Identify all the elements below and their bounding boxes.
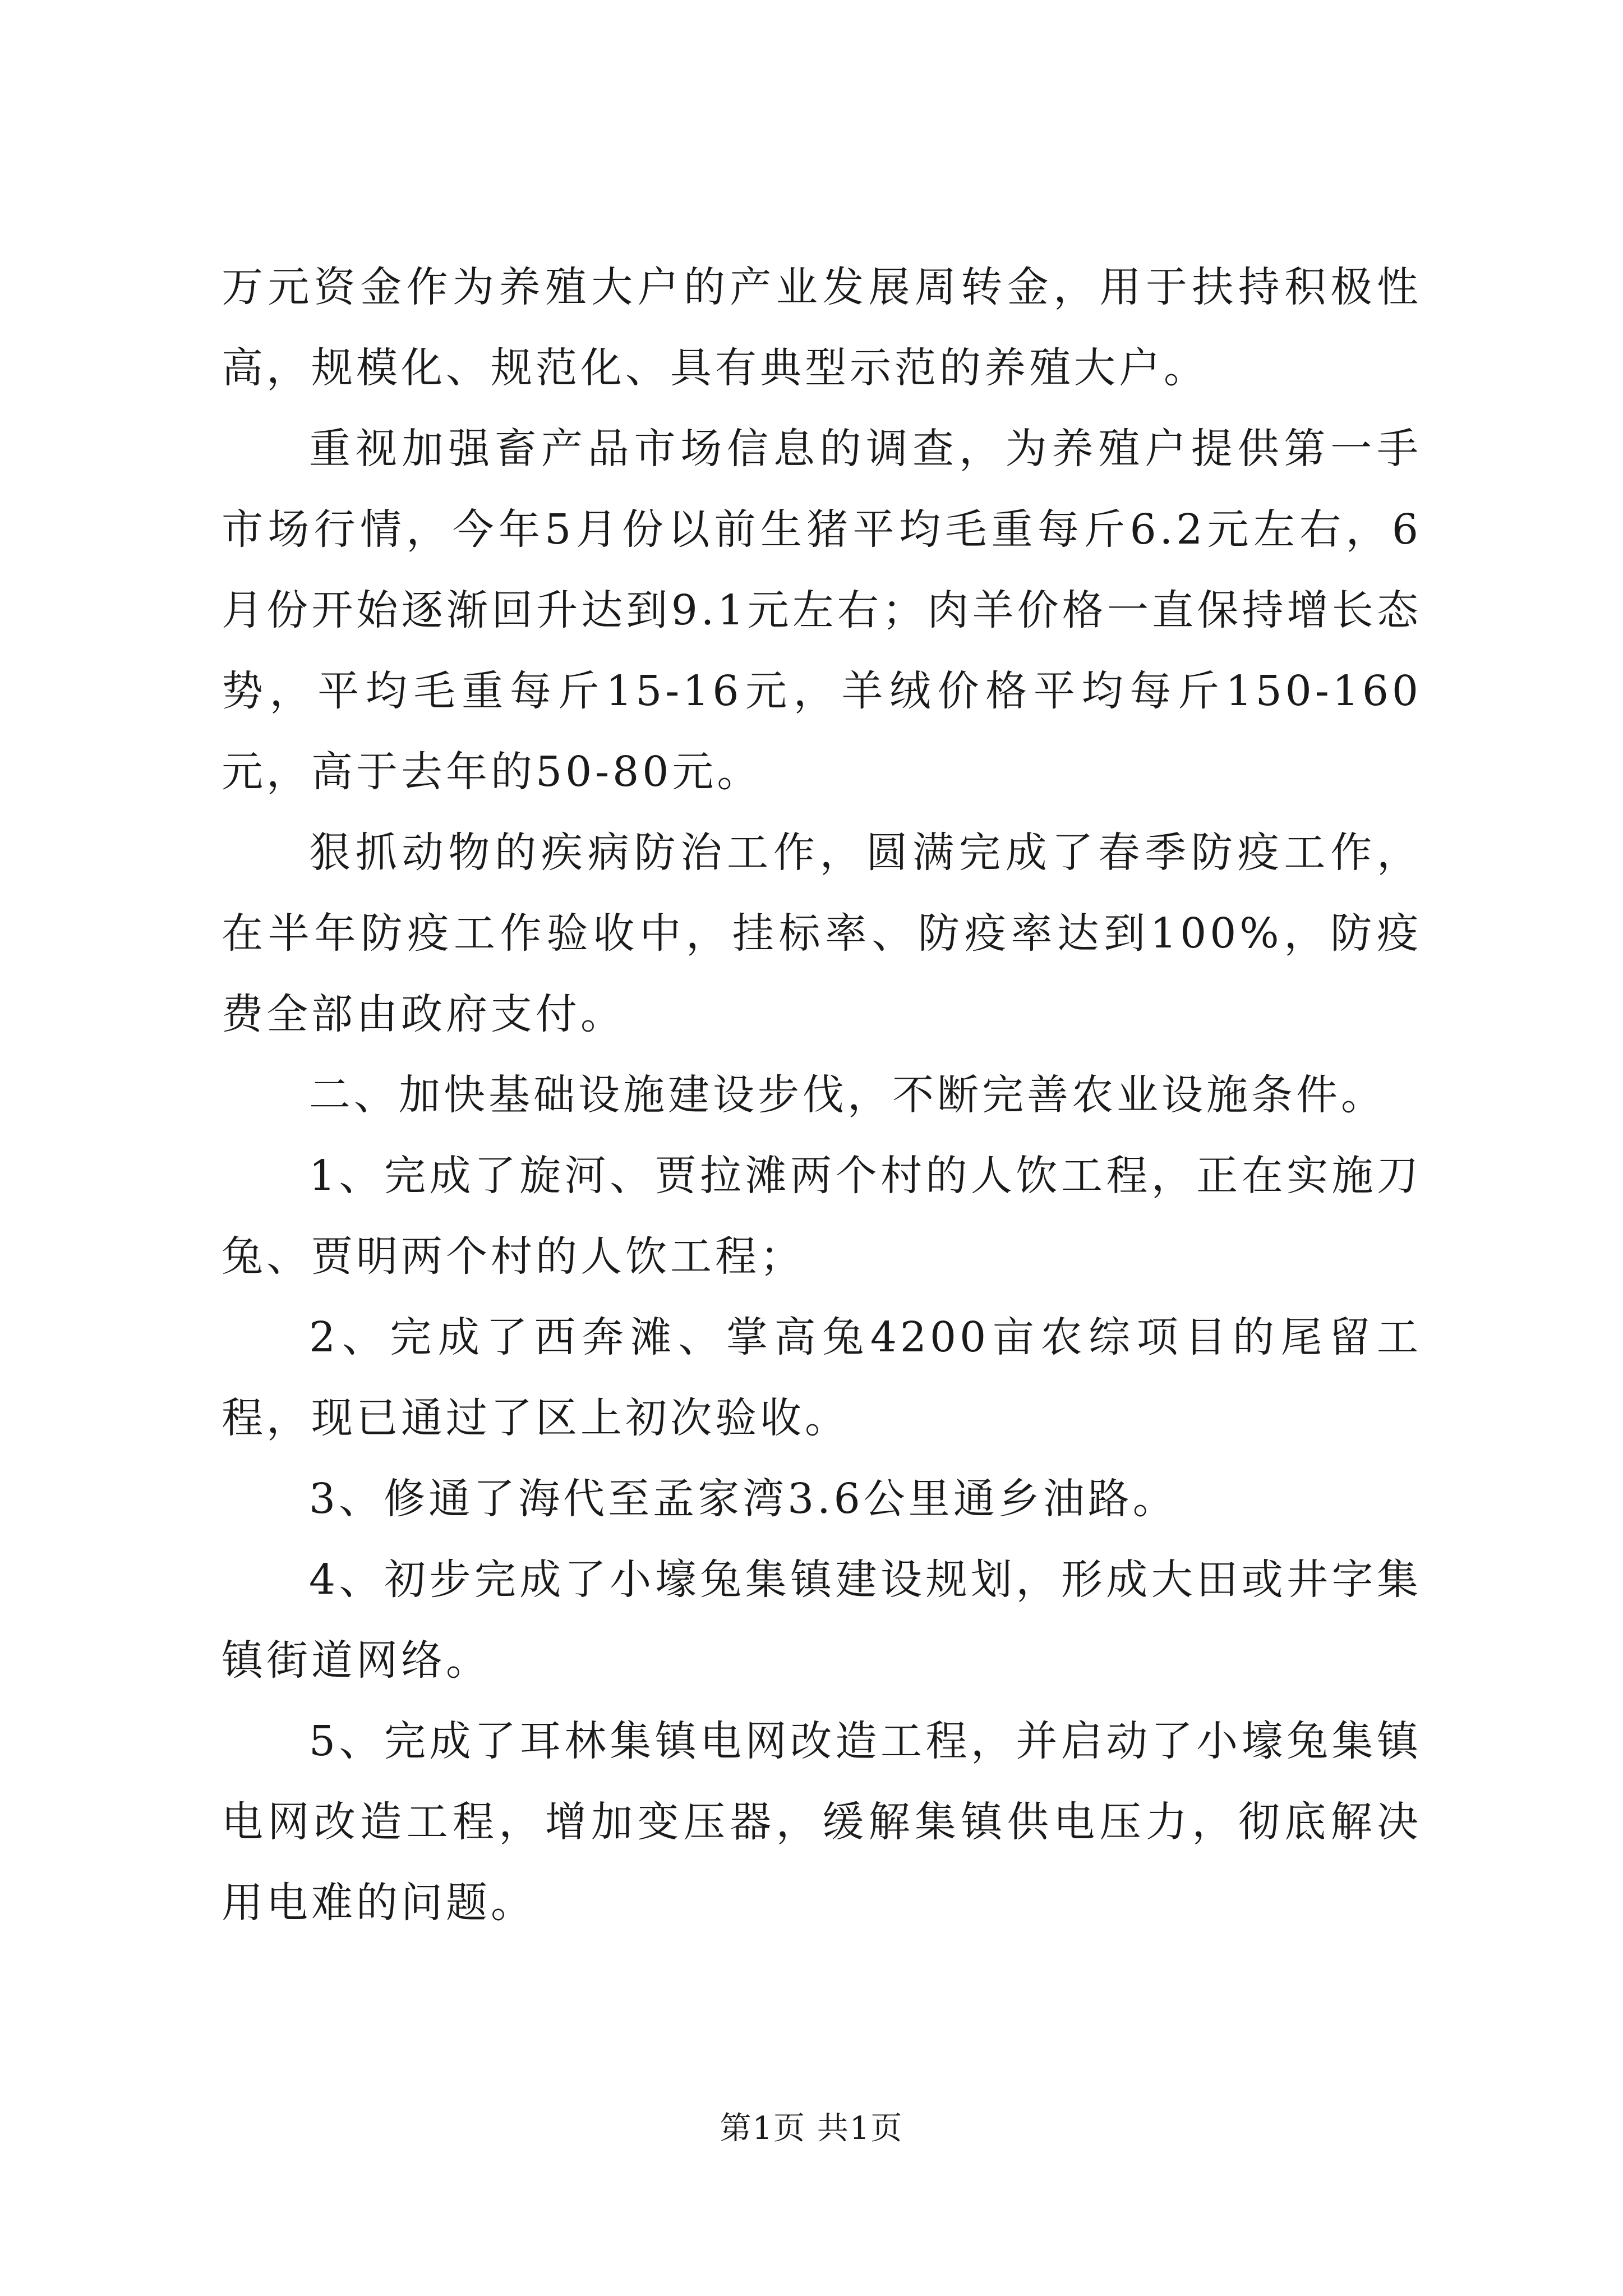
paragraph-1: 万元资金作为养殖大户的产业发展周转金，用于扶持积极性高，规模化、规范化、具有典型示范的养殖大户。 [222,263,1422,392]
page-number-footer: 第1页 共1页 [720,2110,903,2147]
list-item-5: 5、完成了耳林集镇电网改造工程，并启动了小壕兔集镇电网改造工程，增加变压器，缓解集镇供电压力，彻底解决用电难的问题。 [222,1717,1422,1927]
list-item-3: 3、修通了海代至孟家湾3.6公里通乡油路。 [309,1475,1178,1523]
document-body [222,247,1422,1943]
paragraph-2: 重视加强畜产品市场信息的调查，为养殖户提供第一手市场行情，今年5月份以前生猪平均毛重每斤6.2元左右，6月份开始逐渐回升达到9.1元左右；肉羊价格一直保持增长态势，平均毛重每斤15-16元，羊绒价格平均每斤150-160元，高于去年的50-80元。 [222,425,1422,796]
list-item-1: 1、完成了旋河、贾拉滩两个村的人饮工程，正在实施刀兔、贾明两个村的人饮工程； [222,1152,1422,1281]
list-item-2: 2、完成了西奔滩、掌高兔4200亩农综项目的尾留工程，现已通过了区上初次验收。 [222,1313,1422,1442]
section-heading-2: 二、加快基础设施建设步伐，不断完善农业设施条件。 [309,1071,1386,1119]
list-item-4: 4、初步完成了小壕兔集镇建设规划，形成大田或井字集镇街道网络。 [222,1556,1422,1685]
paragraph-3: 狠抓动物的疾病防治工作，圆满完成了春季防疫工作，在半年防疫工作验收中，挂标率、防疫率达到100%，防疫费全部由政府支付。 [222,829,1422,1038]
